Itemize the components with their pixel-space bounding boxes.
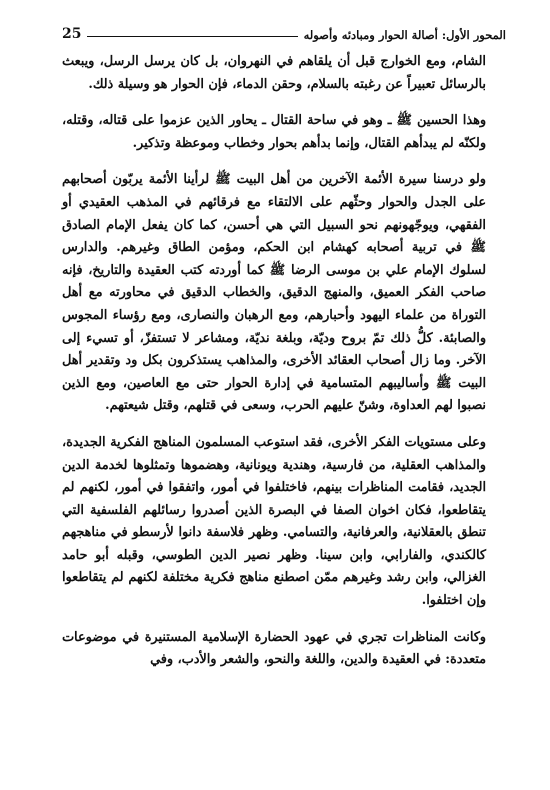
paragraph: وهذا الحسين ﷺ ـ وهو في ساحة القتال ـ يحاور الذين عزموا على قتاله، وقتله، ولكنّه لم يبدأهم القتال، وإنما بدأهم بحوار وخطاب وموعظة وتذكير. [62, 113, 486, 151]
paragraph: ولو درسنا سيرة الأئمة الآخرين من أهل البيت ﷺ لرأينا الأئمة يربّون أصحابهم على الجدل والحوار وحثّهم على الالتقاء مع فرقائهم في المذهب العقيدي أو الفقهي، ويوجّهونهم نحو السبيل التي هي أحسن، كما كان يفعل الإمام الصادق ﷺ في تربية أصحابه كهشام ابن الحكم، ومؤمن الطاق وغيرهم. والدارس لسلوك الإمام علي بن موسى الرضا ﷺ كما أوردته كتب العقيدة والتاريخ، فإنه صاحب الفكر العميق، والمنهج الدقيق، والخطاب الدقيق في محاورته مع أهل التوراة من علماء اليهود وأحبارهم، ومع الرهبان والنصارى، ومع رؤساء المجوس والصابئة. كلُّ ذلك تمّ بروح وديّة، وبلغة نديّة، ومشاعر لا تستفزّ، أو تسيء إلى الآخر. وما زال أصحاب العقائد الأخرى، والمذاهب يستذكرون بكل ود وتقدير أهل البيت ﷺ وأساليبهم المتسامية في إدارة الحوار حتى مع العاصين، ومع الذين نصبوا لهم العداوة، وشنّ عليهم الحرب، وسعى في قتلهم، وقتل شيعتهم. [62, 172, 486, 414]
page-number: 25 [62, 26, 82, 42]
running-title: المحور الأول: أصالة الحوار ومبادئه وأصوله [303, 28, 506, 42]
paragraph: الشام، ومع الخوارج قبل أن يلقاهم في النهروان، بل كان يرسل الرسل، ويبعث بالرسائل تعبيراً عن رغبته بالسلام، وحقن الدماء، فإن الحوار هو وسيلة ذلك. [62, 54, 486, 92]
paragraph: وعلى مستويات الفكر الأخرى، فقد استوعب المسلمون المناهج الفكرية الجديدة، والمذاهب العقلية، من فارسية، وهندية ويونانية، وهضموها وتمثلوها لخدمة الدين الجديد، فقامت المناظرات بينهم، فاختلفوا في أمور، واتفقوا في أمور، لكنهم لم يتقاطعوا، فكان اخوان الصفا في البصرة الذين أصدروا رسائلهم الفلسفية التي تنطق بالعقلانية، والعرفانية، والتسامي. وظهر فلاسفة دانوا لأرسطو في مناهجهم كالكندي، والفارابي، وابن سينا. وظهر نصير الدين الطوسي، وقبله أبو حامد الغزالي، وابن رشد وغيرهم ممّن اصطنع مناهج فكرية مختلفة لكنهم لم يتقاطعوا وإن اختلفوا. [62, 434, 486, 609]
running-header [62, 18, 506, 42]
body-text [62, 51, 486, 672]
header-rule [87, 36, 297, 37]
paragraph: وكانت المناظرات تجري في عهود الحضارة الإسلامية المستنيرة في موضوعات متعددة: في العقيدة والدين، واللغة والنحو، والشعر والأدب، وفي [62, 629, 486, 668]
